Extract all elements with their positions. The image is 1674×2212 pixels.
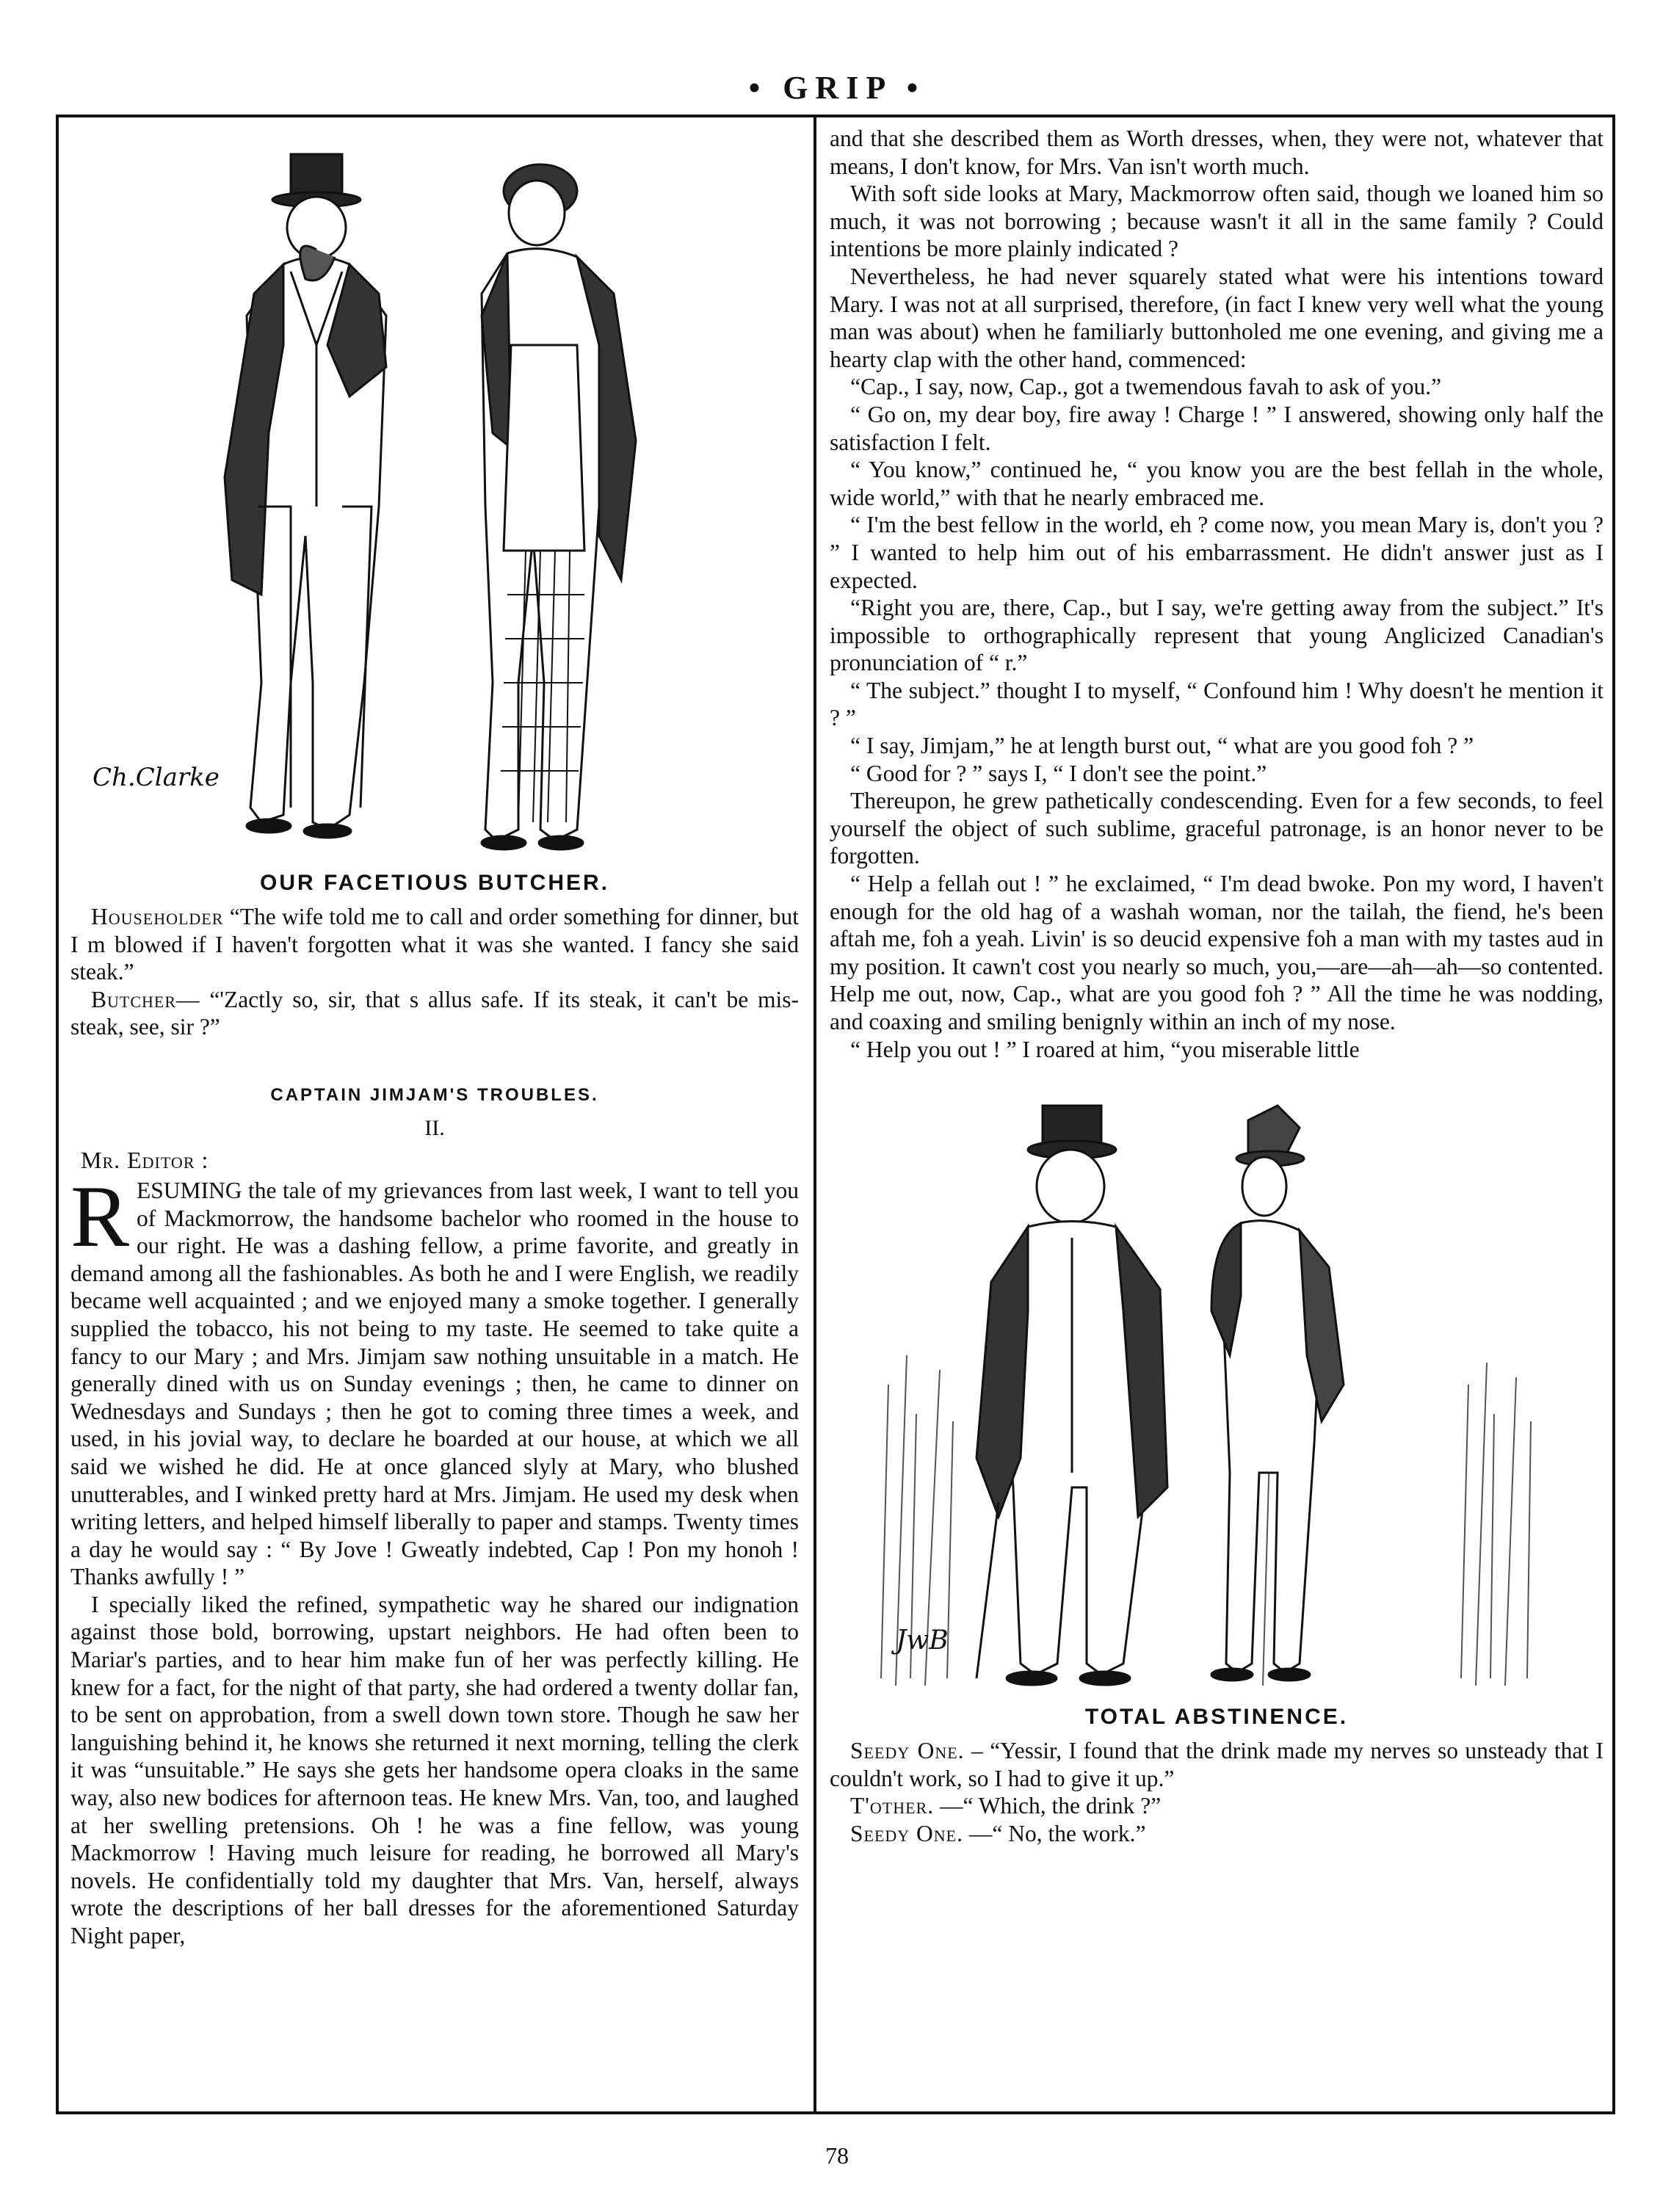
article-paragraph: “ The subject.” thought I to myself, “ Confound him ! Why doesn't he mention it ? ” [830,677,1604,731]
abstinence-caption: TOTAL ABSTINENCE. [1084,1705,1349,1730]
speaker-name: Seedy One. [850,1820,963,1846]
article-paragraph: I specially liked the refined, sympathetic way he shared our indignation against those bold, borrowing, upstart neighbors. He had often been to Mariar's parties, and to hear him make fun of her was perfectly killing. He knew for a fact, for the night of that party, she had ordered a twenty dollar fan, to be sent on approbation, from a swell down town store. Though he saw her languishing behind it, he knows she returned it next morning, telling the clerk it was “unsuitable.” He says she gets her handsome opera cloaks in the same way, also new bodices for afternoon teas. He knew Mrs. Van, too, and laughed at her swelling pretensions. Oh ! he was a fine fellow, was young Mackmorrow ! Having much leisure for reading, he borrowed all Mary's novels. He confidentially told my daughter that Mrs. Van, herself, always wrote the descriptions of her ball dresses for the aforementioned Saturday Night paper, [70,1591,799,1948]
abstinence-engraving [830,1076,1604,1700]
article-number: II. [424,1115,445,1140]
article-paragraph: “ I'm the best fellow in the world, eh ? come now, you mean Mary is, don't you ? ” I wanted to help him out of his embarrassment. He didn't answer just as I expected. [830,512,1604,593]
article-paragraph: With soft side looks at Mary, Mackmorrow often said, though we loaned him so much, it was not borrowing ; because wasn't it all in the same family ? Could intentions be more plainly indicated ? [830,181,1604,262]
butcher-dialogue [70,903,799,1041]
dialogue-line [830,1737,1604,1792]
abstinence-illustration [830,1076,1604,1700]
article-paragraph [70,1167,799,1591]
butcher-illustration [70,125,799,866]
dialogue-text: —“ No, the work.” [968,1820,1146,1846]
article-paragraph: “Cap., I say, now, Cap., got a twemendous favah to ask of you.” [850,374,1442,400]
column-divider [814,116,816,2113]
article-paragraph: Nevertheless, he had never squarely stated what were his intentions toward Mary. I was not at all surprised, therefore, (in fact I knew very well what the young man was about) when he familiarly buttonholed me one evening, and giving me a hearty clap with the other hand, commenced: [830,263,1604,372]
article-body [70,1167,799,1950]
dialogue-text: —“ Which, the drink ?” [940,1793,1162,1819]
butcher-caption: OUR FACETIOUS BUTCHER. [259,871,609,895]
speaker-name: Seedy One. [850,1738,965,1764]
speaker-name: T'other. [850,1793,935,1819]
dialogue-text: “The wife told me to call and order something for dinner, but I m blowed if I haven't forgotten what it was she wanted. I fancy she said steak.” [70,904,799,985]
article-paragraph: “ Help you out ! ” I roared at him, “you miserable little [850,1036,1360,1062]
article-paragraph: “ Go on, my dear boy, fire away ! Charge ! ” I answered, showing only half the satisfaction I felt. [830,401,1604,455]
right-column [830,125,1604,1848]
drop-cap: R [70,1167,130,1265]
dialogue-line [70,986,799,1041]
speaker-name: Butcher— [91,986,200,1012]
left-column [70,125,799,1950]
masthead: • GRIP • [748,70,926,106]
article-paragraph: Thereupon, he grew pathetically condescending. Even for a few seconds, to feel yourself the object of such sublime, graceful patronage, is an honor never to be forgotten. [830,788,1604,869]
dialogue-line [70,903,799,986]
article-title: CAPTAIN JIMJAM'S TROUBLES. [270,1084,599,1105]
article-paragraph: “ You know,” continued he, “ you know you are the best fellah in the whole, wide world,” with that he nearly embraced me. [830,457,1604,510]
article-paragraph: “Right you are, there, Cap., but I say, we're getting away from the subject.” It's impossible to orthographically represent that young Anglicized Canadian's pronunciation of “ r.” [830,595,1604,676]
butcher-engraving [70,125,799,866]
speaker-name: Householder [91,904,224,929]
article-paragraph: “ Good for ? ” says I, “ I don't see the point.” [850,760,1267,786]
page-number: 78 [825,2142,849,2169]
dialogue-line [830,1792,1604,1820]
dialogue-text: – “Yessir, I found that the drink made my nerves so unsteady that I couldn't work, so I had to give it up.” [830,1738,1604,1791]
abstinence-artist-signature: JwB [896,1625,949,1656]
article-paragraph: and that she described them as Worth dresses, when, they were not, whatever that means, I don't know, for Mrs. Van isn't worth much. [830,126,1604,179]
dialogue-text: “'Zactly so, sir, that s allus safe. If its steak, it can't be mis-steak, see, sir ?” [70,986,799,1040]
salutation: Mr. Editor : [81,1146,209,1173]
article-paragraph: “ I say, Jimjam,” he at length burst out, “ what are you good foh ? ” [850,733,1474,759]
butcher-artist-signature: Ch.Clarke [93,763,220,792]
article-paragraph: “ Help a fellah out ! ” he exclaimed, “ I'm dead bwoke. Pon my word, I haven't enough for the old hag of a washah woman, nor the tailah, the fiend, he's been aftah me, foh a yeah. Livin' is so deucid expensive foh a man with my tastes aud in my position. It cawn't cost you nearly so much, you,—are—ah—ah—so contented. Help me out, now, Cap., what are you good foh ? ” All the time he was nodding, and coaxing and smiling benignly within an inch of my nose. [830,871,1604,1034]
dialogue-line [830,1820,1604,1848]
paragraph-text: ESUMING the tale of my grievances from last week, I want to tell you of Mackmorrow, the handsome bachelor who roomed in the house to our right. He was a dashing fellow, a prime favorite, and greatly in demand among all the fashionables. As both he and I were English, we readily became well acquainted ; and we enjoyed many a smoke together. I generally supplied the tobacco, his not being to my taste. He seemed to take quite a fancy to our Mary ; and Mrs. Jimjam saw nothing unsuitable in a match. He generally dined with us on Sunday evenings ; then, he came to dinner on Wednesdays and Sundays ; then he got to coming three times a week, and used, in his jovial way, to declare he boarded at our house, at which we all said we wished he did. He at once glanced slyly at Mary, who blushed unutterables, and I winked pretty hard at Mrs. Jimjam. He used my desk when writing letters, and helped himself liberally to paper and stamps. Twenty times a day he would say : “ By Jove ! Gweatly indebted, Cap ! Pon my honoh ! Thanks awfully ! ” [70,1177,799,1590]
article-continuation [830,125,1604,1063]
abstinence-dialogue [830,1737,1604,1847]
